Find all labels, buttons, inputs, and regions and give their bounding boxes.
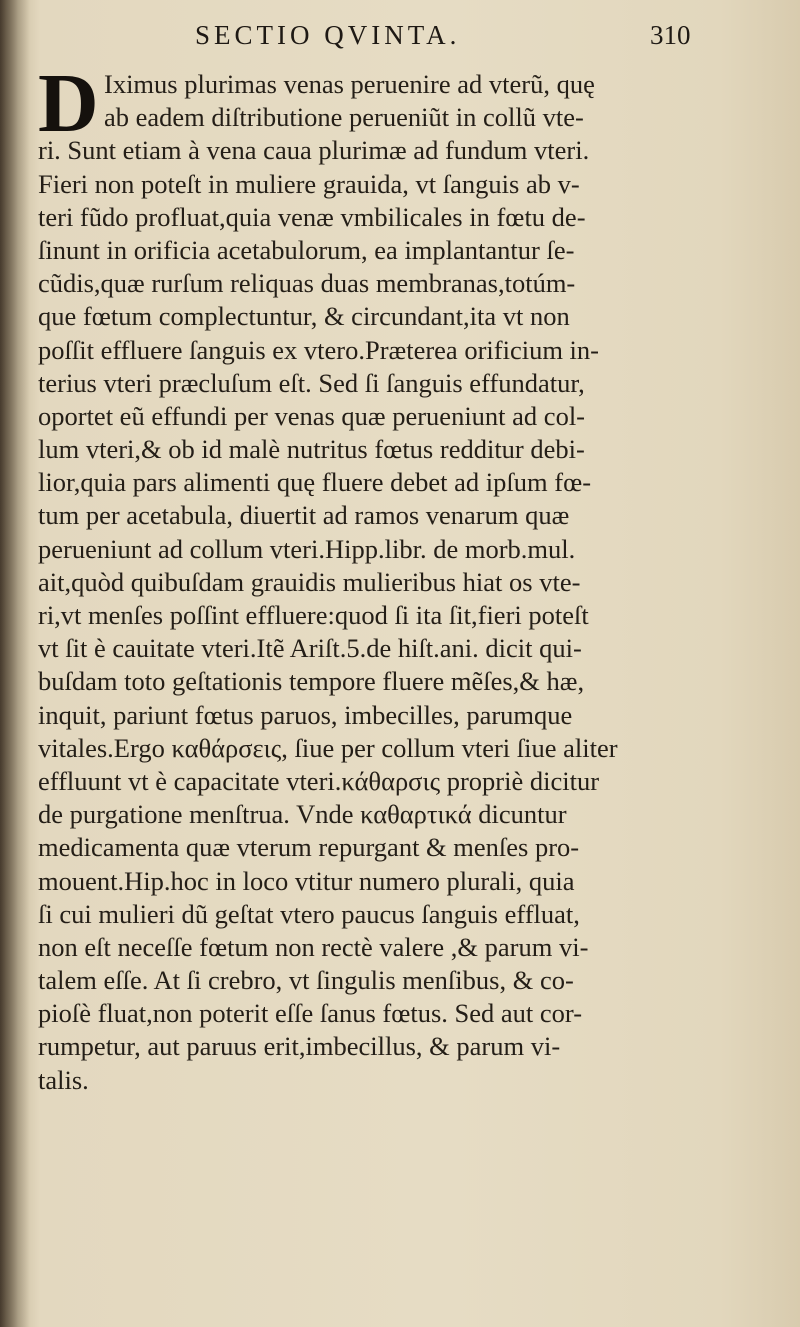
gutter-shadow [0, 0, 30, 1327]
text-line: ab eadem diſtributione perueniũt in collũ vte- [104, 102, 584, 133]
text-line: poſſit effluere ſanguis ex vtero.Præterea orificium in- [38, 334, 599, 365]
text-line: ait,quòd quibuſdam grauidis mulieribus hiat os vte- [38, 566, 581, 597]
text-line: terius vteri præcluſum eſt. Sed ſi ſanguis effundatur, [38, 367, 585, 398]
drop-cap-initial: D [38, 57, 99, 150]
text-line: pioſè fluat,non poterit eſſe ſanus fœtus. Sed aut cor- [38, 998, 583, 1029]
text-line: vitales.Ergo καθάρσεις, ſiue per collum vteri ſiue aliter [38, 732, 618, 763]
text-line: vt ſit è cauitate vteri.Itẽ Ariſt.5.de hiſt.ani. dicit qui- [38, 633, 582, 664]
text-line: ri. Sunt etiam à vena caua plurimæ ad fundum vteri. [38, 135, 590, 166]
text-line: lior,quia pars alimenti quę fluere debet ad ipſum fœ- [38, 467, 592, 498]
text-line: talis. [38, 1064, 89, 1095]
text-line: lum vteri,& ob id malè nutritus fœtus redditur debi- [38, 434, 585, 465]
text-line: effluunt vt è capacitate vteri.κάθαρσις propriè dicitur [38, 765, 600, 796]
text-line: ſi cui mulieri dũ geſtat vtero paucus ſanguis effluat, [38, 898, 580, 929]
running-head: SECTIO QVINTA. [195, 20, 461, 50]
text-line: medicamenta quæ vterum repurgant & menſes pro- [38, 832, 580, 863]
text-line: que fœtum complectuntur, & circundant,ita vt non [38, 301, 570, 332]
text-line: non eſt neceſſe fœtum non rectè valere ,& parum vi- [38, 931, 589, 962]
text-line: perueniunt ad collum vteri.Hipp.libr. de morb.mul. [38, 533, 576, 564]
text-line: ri,vt menſes poſſint effluere:quod ſi ita ſit,fieri poteſt [38, 600, 589, 630]
text-line: inquit, pariunt fœtus paruos, imbecilles, parumque [38, 699, 573, 730]
text-line: cũdis,quæ rurſum reliquas duas membranas,totúm- [38, 268, 576, 299]
text-line: Iximus plurimas venas peruenire ad vterũ, quę [104, 69, 595, 99]
body-text [38, 57, 710, 1097]
page-number: 310 [650, 20, 691, 50]
text-line: Fieri non poteſt in muliere grauida, vt ſanguis ab v- [38, 168, 580, 199]
text-line: rumpetur, aut paruus erit,imbecillus, & parum vi- [38, 1031, 561, 1062]
text-line: buſdam toto geſtationis tempore fluere mẽſes,& hæ, [38, 666, 585, 697]
text-line: oportet eũ effundi per venas quæ perueniunt ad col- [38, 400, 586, 431]
text-line: talem eſſe. At ſi crebro, vt ſingulis menſibus, & co- [38, 965, 574, 996]
text-line: ſinunt in orificia acetabulorum, ea implantantur ſe- [38, 234, 575, 265]
text-line: de purgatione menſtrua. Vnde καθαρτικά dicuntur [38, 799, 567, 830]
text-line: teri fũdo profluat,quia venæ vmbilicales in fœtu de- [38, 201, 586, 232]
text-line: mouent.Hip.hoc in loco vtitur numero plurali, quia [38, 865, 575, 896]
text-line: tum per acetabula, diuertit ad ramos venarum quæ [38, 500, 570, 531]
